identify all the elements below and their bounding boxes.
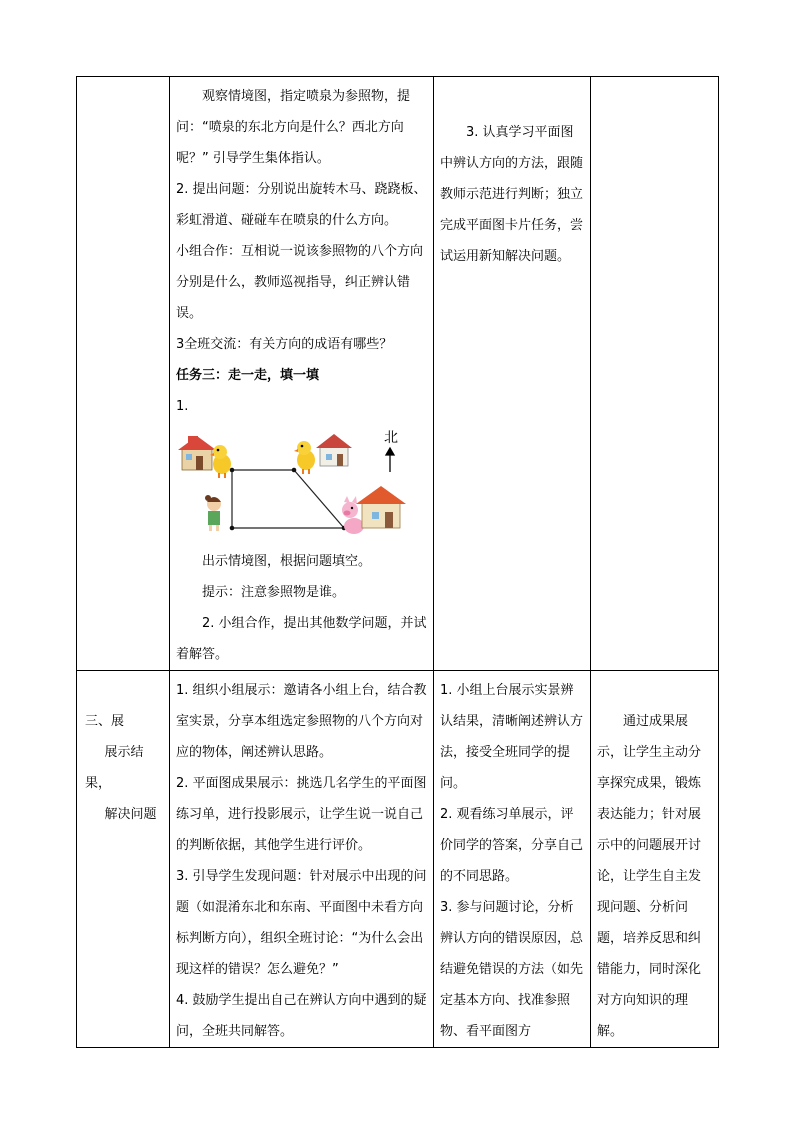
north-label: 北 (384, 430, 398, 446)
route-points (230, 468, 347, 531)
row1-student-activity-cell (434, 77, 591, 671)
paragraph: 4. 鼓励学生提出自己在辨认方向中遇到的疑问，全班共同解答。 (176, 993, 427, 1039)
row2-student-activity-cell (434, 671, 591, 1048)
girl-icon (205, 495, 221, 531)
stage-subtitle: 解决问题 (104, 807, 157, 822)
row1-teacher-activity-cell (170, 77, 434, 671)
paragraph: 2. 观看练习单展示，评价同学的答案，分享自己的不同思路。 (440, 807, 584, 884)
paragraph: 3. 引导学生发现问题：针对展示中出现的问题（如混淆东北和东南、平面图中未看方向标判断方向），组织全班讨论：“为什么会出现这样的错误？怎么避免？” (176, 869, 427, 977)
house-icon (316, 434, 352, 466)
paragraph: 1. 组织小组展示：邀请各小组上台，结合教室实景，分享本组选定参照物的八个方向对应的物体，阐述辨认思路。 (176, 683, 427, 760)
paragraph: 2. 平面图成果展示：挑选几名学生的平面图练习单，进行投影展示，让学生说一说自己的判断依据，其他学生进行评价。 (176, 776, 427, 853)
north-arrow-icon (386, 448, 394, 472)
paragraph: 3全班交流：有关方向的成语有哪些？ (176, 337, 393, 352)
row2-design-intent-cell (591, 671, 719, 1048)
paragraph: 2. 小组合作，提出其他数学问题，并试着解答。 (176, 616, 427, 662)
paragraph: 观察情境图，指定喷泉为参照物，提问：“喷泉的东北方向是什么？西北方向呢？” 引导学生集体指认。 (176, 89, 411, 166)
item-number: 1. (176, 399, 189, 414)
row2-teacher-activity-cell (170, 671, 434, 1048)
table-row (77, 671, 719, 1048)
table-row (77, 77, 719, 671)
row1-design-intent-cell (591, 77, 719, 671)
paragraph: 通过成果展示，让学生主动分享探究成果，锻炼表达能力；针对展示中的问题展开讨论，让学生自主发现问题、分析问题，培养反思和纠错能力，同时深化对方向知识的理解。 (597, 714, 702, 1039)
stage-title: 三、展 (85, 714, 125, 729)
chick-icon (294, 441, 315, 474)
lesson-plan-table (76, 76, 719, 1048)
paragraph: 出示情境图，根据问题填空。 (202, 554, 372, 569)
stage-subtitle: 展示结果， (85, 745, 144, 791)
house-icon (356, 486, 406, 528)
paragraph: 3. 参与问题讨论，分析辨认方向的错误原因，总结避免错误的方法（如先定基本方向、找准参照物、看平面图方 (440, 900, 584, 1039)
paragraph: 1. 小组上台展示实景辨认结果，清晰阐述辨认方法，接受全班同学的提问。 (440, 683, 584, 791)
row1-stage-cell (77, 77, 170, 671)
paragraph: 小组合作：互相说一说该参照物的八个方向分别是什么，教师巡视指导，纠正辨认错误。 (176, 244, 424, 321)
direction-scene-figure (176, 428, 416, 538)
task-heading: 任务三：走一走，填一填 (176, 368, 320, 383)
row2-stage-cell (77, 671, 170, 1048)
paragraph: 3. 认真学习平面图中辨认方向的方法，跟随教师示范进行判断；独立完成平面图卡片任务，尝试运用新知解决问题。 (440, 125, 584, 264)
house-icon (178, 436, 216, 470)
scene-illustration (176, 428, 416, 538)
paragraph: 2. 提出问题：分别说出旋转木马、跷跷板、彩虹滑道、碰碰车在喷泉的什么方向。 (176, 182, 427, 228)
paragraph: 提示：注意参照物是谁。 (202, 585, 346, 600)
route-lines (232, 470, 344, 528)
